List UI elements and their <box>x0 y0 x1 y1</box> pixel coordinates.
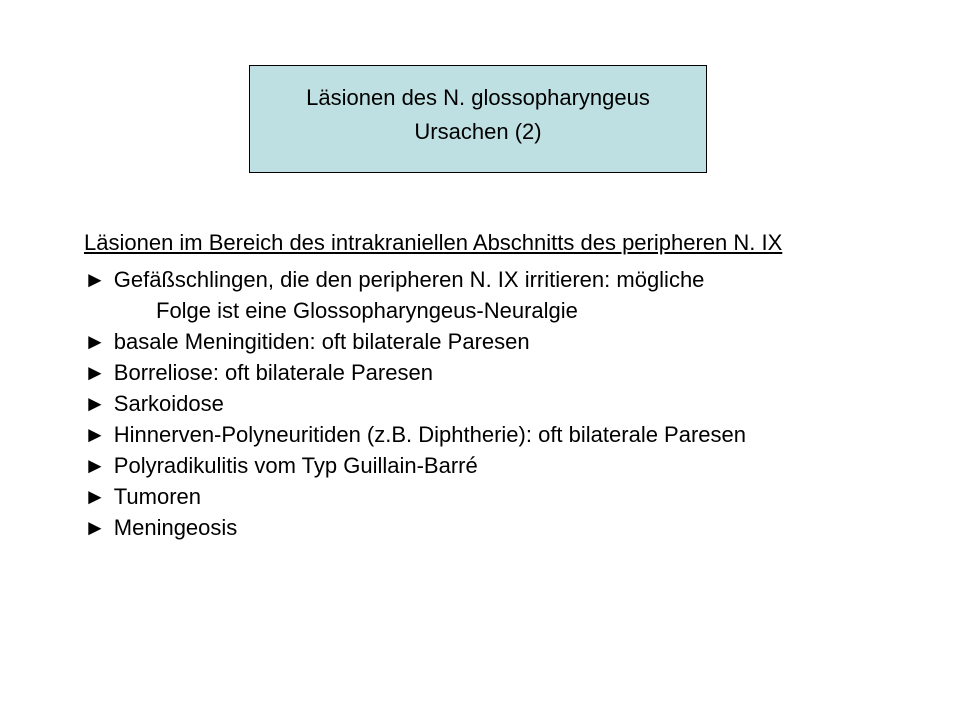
list-item <box>84 326 904 357</box>
bullet-list <box>84 264 904 543</box>
list-item-text: Tumoren <box>113 484 201 509</box>
bullet-arrow-icon: ► <box>84 515 106 540</box>
list-item <box>84 388 904 419</box>
section-heading: Läsionen im Bereich des intrakraniellen Abschnitts des peripheren N. IX <box>84 230 783 255</box>
bullet-arrow-icon: ► <box>84 329 106 354</box>
list-item-text: Borreliose: oft bilaterale Paresen <box>113 360 433 385</box>
bullet-arrow-icon: ► <box>84 267 106 292</box>
bullet-arrow-icon: ► <box>84 453 106 478</box>
bullet-arrow-icon: ► <box>84 422 106 447</box>
list-item-text: Meningeosis <box>113 515 238 540</box>
slide-subtitle: Ursachen (2) <box>414 119 542 144</box>
bullet-arrow-icon: ► <box>84 484 106 509</box>
list-item-continuation: Folge ist eine Glossopharyngeus-Neuralgie <box>156 298 578 323</box>
list-item-text: Sarkoidose <box>113 391 224 416</box>
list-item-text: basale Meningitiden: oft bilaterale Paresen <box>113 329 530 354</box>
list-item-text: Gefäßschlingen, die den peripheren N. IX irritieren: mögliche <box>113 267 705 292</box>
list-item <box>84 481 904 512</box>
title-box <box>249 65 707 173</box>
list-item <box>84 357 904 388</box>
bullet-arrow-icon: ► <box>84 391 106 416</box>
list-item <box>84 419 904 450</box>
slide-content <box>84 228 904 543</box>
list-item-text: Polyradikulitis vom Typ Guillain-Barré <box>113 453 478 478</box>
list-item <box>84 450 904 481</box>
list-item-text: Hinnerven-Polyneuritiden (z.B. Diphtherie): oft bilaterale Paresen <box>113 422 746 447</box>
list-item <box>84 512 904 543</box>
list-item <box>84 264 904 326</box>
bullet-arrow-icon: ► <box>84 360 106 385</box>
slide-title: Läsionen des N. glossopharyngeus <box>306 85 650 110</box>
